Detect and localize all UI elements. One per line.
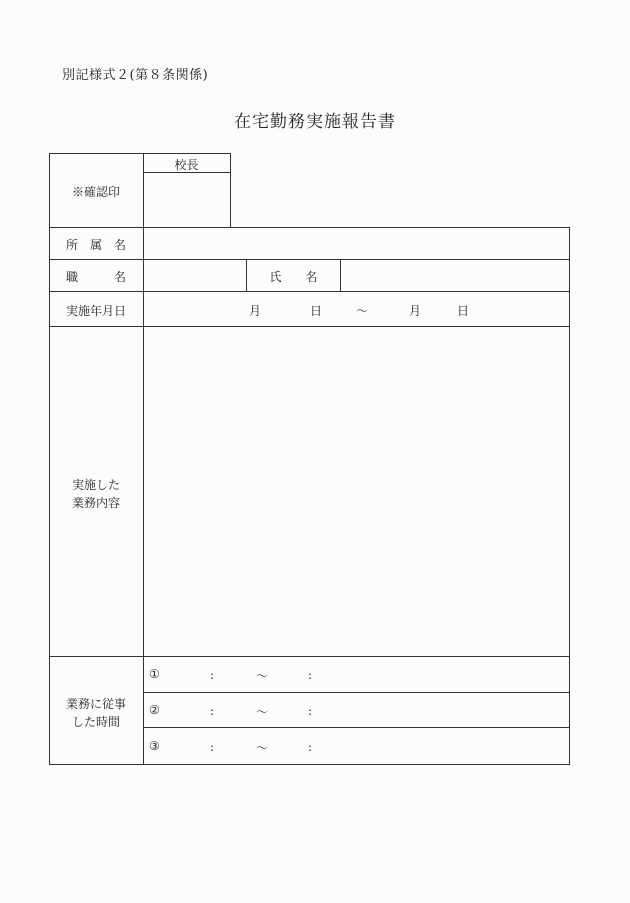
date-range-tilde: ～ [356, 304, 369, 318]
form-reference: 別記様式２(第８条関係) [62, 68, 209, 83]
time-row-number: ② [149, 703, 160, 717]
time-tilde: ～ [256, 669, 269, 683]
date-month-start: 月 [249, 304, 262, 318]
affiliation-field[interactable] [144, 228, 569, 259]
date-day-end: 日 [457, 304, 470, 318]
work-content-label-line2: 業務内容 [71, 496, 120, 510]
time-row-number: ③ [149, 739, 160, 753]
time-colon-end: : [308, 704, 313, 718]
date-day-start: 日 [310, 304, 323, 318]
time-colon-end: : [308, 668, 313, 682]
name-field[interactable] [341, 260, 569, 291]
work-content-field[interactable] [144, 327, 569, 656]
work-hours-label-line2: した時間 [71, 715, 120, 729]
time-colon-start: : [210, 668, 215, 682]
time-colon-end: : [308, 740, 313, 754]
time-tilde: ～ [256, 705, 269, 719]
time-colon-start: : [210, 740, 215, 754]
position-label: 職 名 [65, 270, 126, 284]
time-colon-start: : [210, 704, 215, 718]
principal-label: 校長 [174, 158, 199, 172]
approval-label: ※確認印 [71, 185, 120, 199]
date-month-end: 月 [409, 304, 422, 318]
position-field[interactable] [144, 260, 246, 291]
time-row-number: ① [149, 667, 160, 681]
name-label: 氏 名 [269, 270, 318, 284]
work-hours-label-line1: 業務に従事 [65, 697, 126, 711]
affiliation-label: 所 属 名 [65, 238, 126, 252]
time-tilde: ～ [256, 741, 269, 755]
document-title: 在宅勤務実施報告書 [234, 112, 396, 132]
date-label: 実施年月日 [65, 304, 126, 318]
work-content-label-line1: 実施した [71, 478, 120, 492]
principal-seal-box[interactable] [144, 173, 230, 226]
